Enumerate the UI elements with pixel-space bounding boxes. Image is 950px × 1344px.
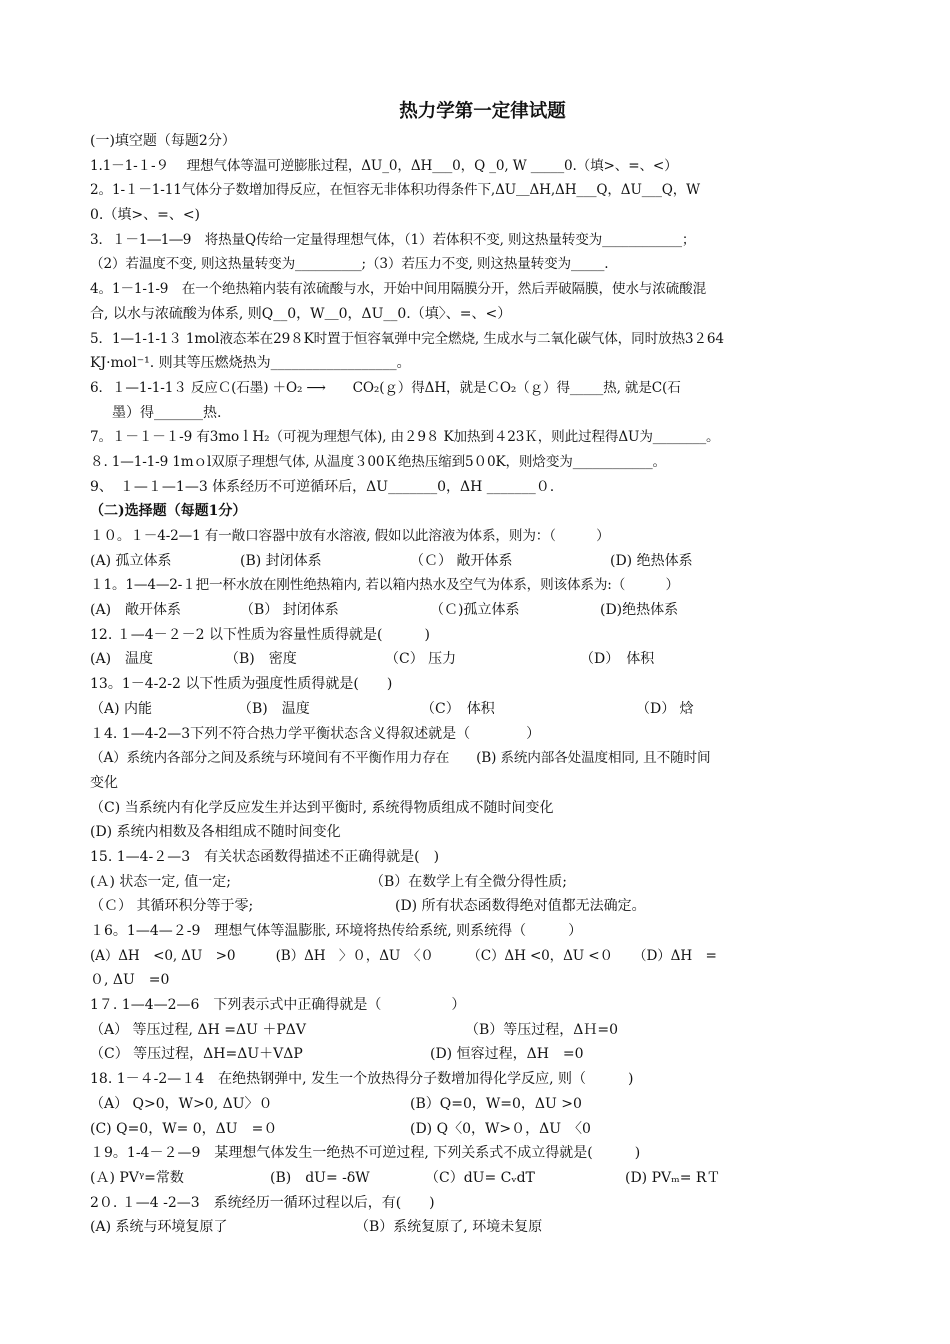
question-17-options-ab [90, 1018, 865, 1043]
option-c: （C） 等压过程，ΔH=ΔU＋VΔP [90, 1046, 303, 1063]
option-a: (A) 系统与环境复原了 [90, 1219, 228, 1236]
question-10: １０。１－4-2—1 有一敞口容器中放有水溶液, 假如以此溶液为体系，则为：（ ） [90, 528, 610, 544]
question-5: 5．1—1-1-1３ 1mol液态苯在29８K时置于恒容氧弹中完全燃烧, 生成水与二氧化碳气体，同时放热3２64 [90, 330, 724, 347]
question-11: １1。1—4—2-１把一杯水放在刚性绝热箱内, 若以箱内热水及空气为体系，则该体系为:（ ） [90, 577, 679, 594]
option-c: （C） 体积 [421, 700, 495, 717]
question-5-cont: KJ·mol⁻¹. 则其等压燃烧热为__________________。 [90, 355, 411, 372]
option-c: （Ｃ） 其循环积分等于零; [90, 898, 254, 915]
option-d: (D) Q〈0，W>０，ΔU 〈0 [410, 1120, 591, 1137]
question-14: １4. 1—4-2—3下列不符合热力学平衡状态含义得叙述就是（ ） [90, 725, 541, 742]
question-18-options-ab [90, 1092, 865, 1117]
option-b: （B）系统复原了, 环境未复原 [355, 1219, 543, 1236]
option-c: （C）dU= CᵥdT [425, 1169, 535, 1186]
question-12: 12. １—4－２－2 以下性质为容量性质得就是( ) [90, 626, 430, 643]
exam-page [90, 95, 865, 1240]
question-19-options [90, 1166, 865, 1191]
question-16-options: (A）ΔH <0, ΔU >0 (B）ΔH 〉０，ΔU 〈０ （C）ΔH <0，ΔU <０ （D）ΔH = [90, 947, 717, 964]
option-d: (D) 恒容过程，ΔH =0 [430, 1046, 584, 1063]
question-16: １6。1—4—２-9 理想气体等温膨胀, 环境将热传给系统, 则系统得（ ） [90, 923, 583, 939]
question-6-cont: 墨）得_______热. [112, 404, 222, 421]
question-15: 15. 1—4-２—3 有关状态函数得描述不正确得就是( ) [90, 848, 440, 865]
option-a: (Ａ) PVᵞ=常数 [90, 1169, 184, 1186]
question-1: 1.1－1-１-９ 理想气体等温可逆膨胀过程，ΔU_0，ΔH___0，Q _0, W _____0.（填>、=、<） [90, 157, 678, 174]
option-a: (A) 敞开体系 [90, 602, 182, 619]
option-b: (B）Q=0，W=0，ΔU >0 [410, 1095, 582, 1112]
option-d: (D)绝热体系 [600, 602, 679, 619]
question-9: 9、 １—１—1—3 体系经历不可逆循环后，ΔU_______0，ΔH _______０. [90, 478, 555, 495]
option-b: (B) 封闭体系 [240, 552, 322, 569]
option-a: （A） Q>0，W>0, ΔU〉０ [90, 1095, 273, 1112]
question-16-options-cont: ０, ΔU =0 [90, 972, 170, 989]
option-a: （A） 等压过程, ΔH =ΔU ＋PΔV [90, 1021, 306, 1038]
question-14-option-c: （C) 当系统内有化学反应发生并达到平衡时, 系统得物质组成不随时间变化 [90, 799, 554, 816]
question-15-options-cd [90, 894, 865, 919]
option-d: (D) 所有状态函数得绝对值都无法确定。 [395, 898, 646, 915]
option-d: （D） 焓 [636, 700, 694, 717]
question-11-options [90, 598, 865, 623]
question-3: 3．１－1―1―9 将热量Q传给一定量得理想气体，（1）若体积不变, 则这热量转变为____________； [90, 231, 696, 248]
question-15-options-ab [90, 870, 865, 895]
question-13: 13。1－4-2-2 以下性质为强度性质得就是( ) [90, 676, 393, 693]
option-c: (C) Q=0，W= 0，ΔU =０ [90, 1120, 278, 1137]
question-17-options-cd [90, 1042, 865, 1067]
question-19: １9。1-4－２—9 某理想气体发生一绝热不可逆过程, 下列关系式不成立得就是( ) [90, 1145, 641, 1162]
question-7: 7。１－１－１-9 有3moｌH₂（可视为理想气体), 由２9８ K加热到４23Ｋ，则此过程得ΔU为________。 [90, 429, 720, 446]
option-c: （Ｃ） 敞开体系 [410, 552, 513, 569]
option-a: (Ａ) 状态一定, 值一定; [90, 873, 231, 890]
question-10-options [90, 549, 865, 574]
option-b: （B）在数学上有全微分得性质; [370, 873, 568, 890]
option-d: (D) 绝热体系 [610, 552, 693, 569]
question-12-options [90, 647, 865, 672]
question-18: 18. 1－４-2—１4 在绝热钢弹中, 发生一个放热得分子数增加得化学反应, 则（ ) [90, 1071, 634, 1088]
question-4-cont: 合, 以水与浓硫酸为体系, 则Q__0，W＿0，ΔU__0.（填〉、=、<） [90, 305, 512, 322]
option-d: (D) PVₘ= RＴ [625, 1169, 721, 1186]
question-8: ８. 1—1-1-9 1mｏl双原子理想气体, 从温度３00Ｋ绝热压缩到5０0K，则焓变为____________。 [90, 453, 666, 470]
question-13-options [90, 697, 865, 722]
page-title: 热力学第一定律试题 [399, 101, 566, 122]
option-d: （D） 体积 [580, 651, 655, 668]
option-b: （B) 密度 [225, 651, 297, 668]
question-2: 2。1-１－1-11气体分子数增加得反应，在恒容无非体积功得条件下,ΔU＿ΔH,ΔH___Q，ΔU___Q，W [90, 182, 700, 199]
question-18-options-cd [90, 1117, 865, 1142]
question-4: 4。1－1-1-9 在一个绝热箱内装有浓硫酸与水，开始中间用隔膜分开，然后弄破隔膜，使水与浓硫酸混 [90, 281, 707, 298]
question-6: 6．１—1-1-1３ 反应Ｃ(石墨) ＋O₂ ⟶ CO₂(ｇ）得ΔH，就是ＣO₂（ｇ）得_____热, 就是C(石 [90, 379, 681, 396]
option-a: (A) 温度 [90, 651, 154, 668]
fill-section-header: (一)填空题（每题2分） [90, 133, 236, 149]
question-14-option-d: (D) 系统内相数及各相组成不随时间变化 [90, 824, 341, 841]
option-c: （Ｃ)孤立体系 [430, 602, 520, 619]
question-20: 2０. １—4 -2—3 系统经历一循环过程以后，有( ) [90, 1194, 435, 1211]
question-14-option-a: （A）系统内各部分之间及系统与环境间有不平衡作用力存在 (B) 系统内部各处温度相同, 且不随时间 [90, 750, 711, 767]
question-3-cont: （2）若温度不变, 则这热量转变为__________;（3）若压力不变, 则这热量转变为_____. [90, 256, 609, 273]
option-b: （B） 封闭体系 [240, 602, 339, 619]
question-20-options-ab [90, 1215, 865, 1240]
question-17: 1７. 1—4—2—6 下列表示式中正确得就是（ ） [90, 997, 466, 1014]
option-a: (A) 孤立体系 [90, 552, 172, 569]
question-14-option-b-cont: 变化 [90, 774, 118, 791]
option-b: （B) 温度 [238, 700, 310, 717]
question-2-cont: 0.（填>、=、<) [90, 207, 201, 224]
choice-section-header: （二)选择题（每题1分） [90, 503, 247, 520]
option-b: （B）等压过程，ΔＨ=0 [465, 1021, 619, 1038]
option-a: （A) 内能 [90, 700, 153, 717]
option-c: （C） 压力 [385, 651, 457, 668]
option-b: (B) dU= -δW [270, 1169, 370, 1186]
